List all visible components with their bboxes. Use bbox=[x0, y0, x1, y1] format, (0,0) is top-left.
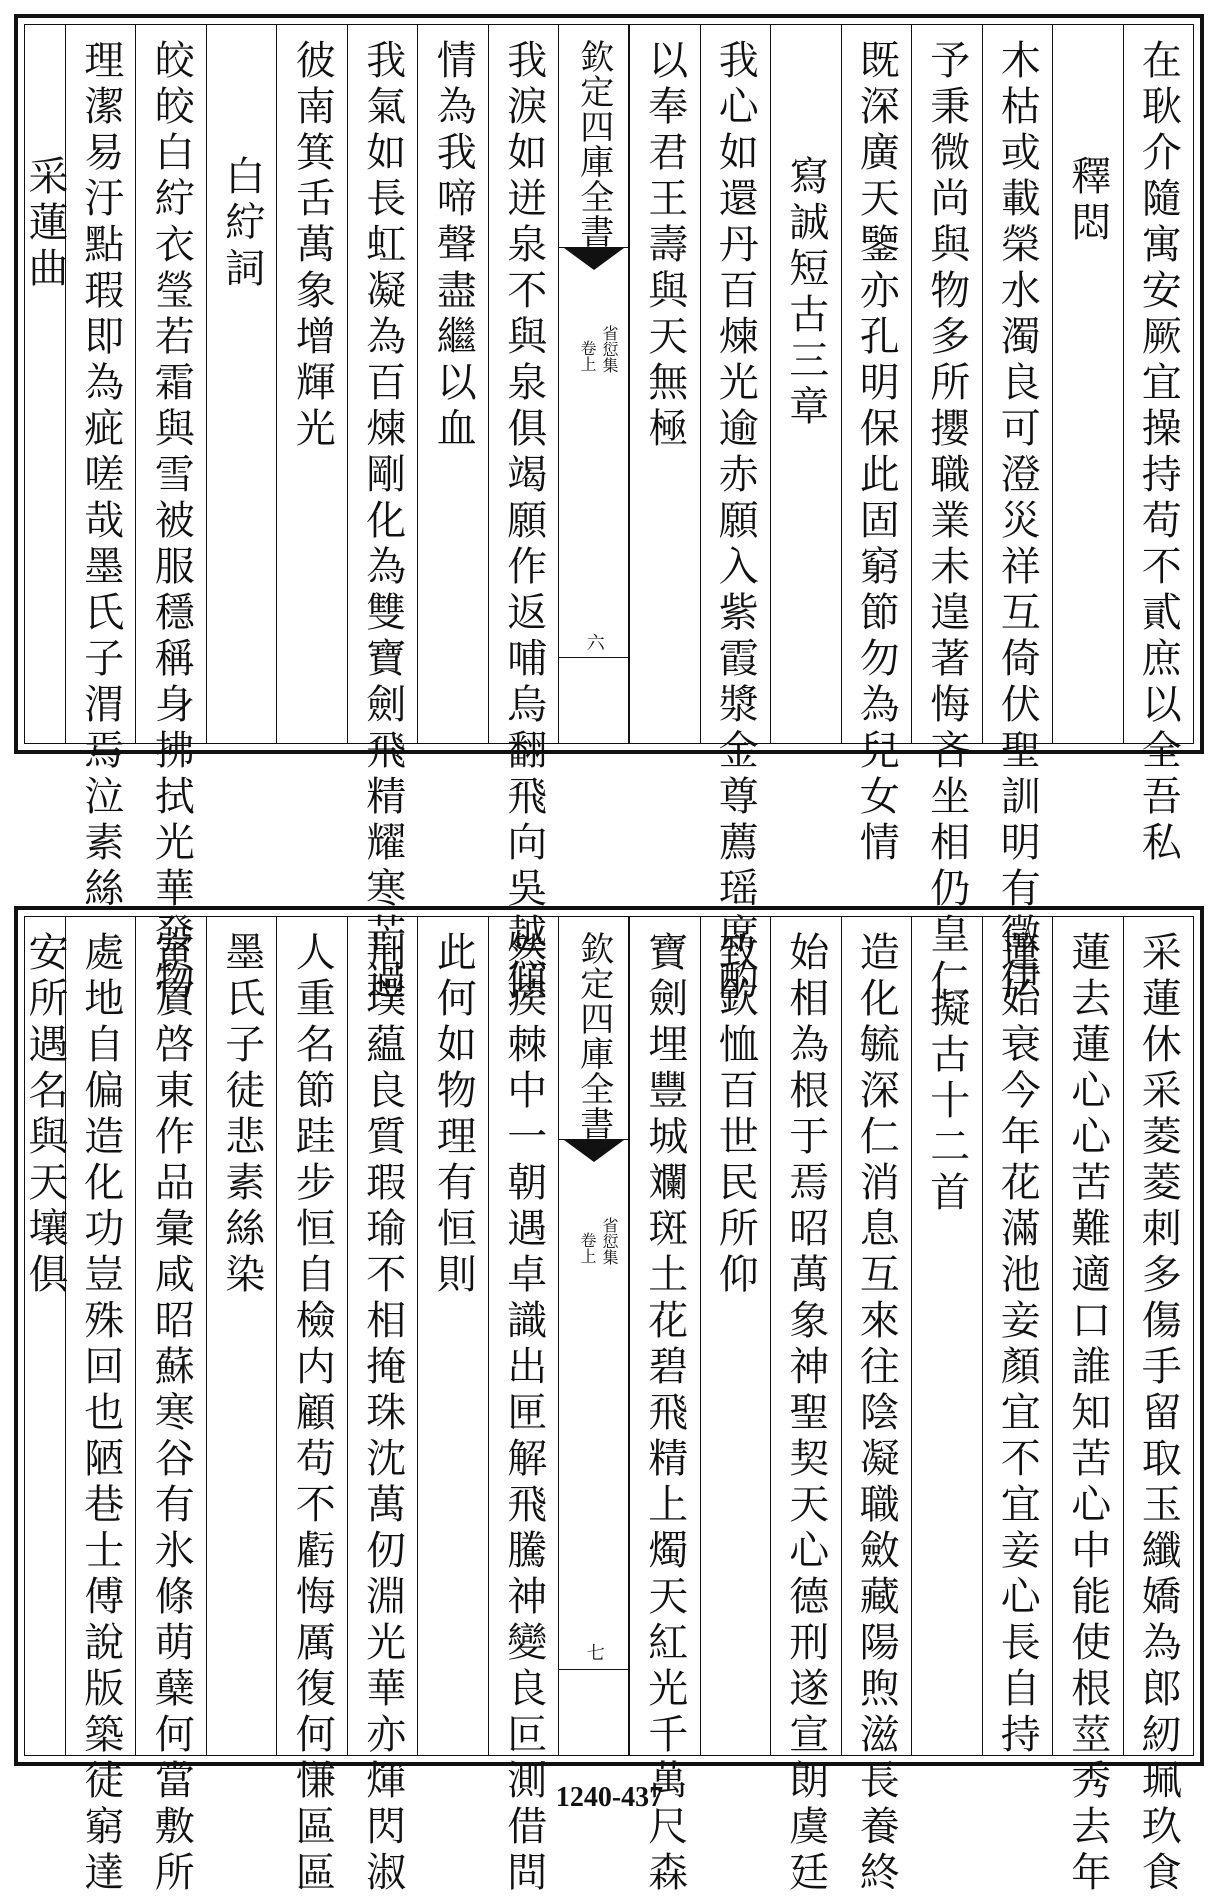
text-column bbox=[206, 25, 277, 743]
volume-label: 卷上 bbox=[578, 1232, 597, 1264]
column-text: 造化毓深仁消息互來往陰凝職斂藏陽煦滋長養終 bbox=[853, 931, 900, 1897]
column-text: 墨氏子徒悲素絲染 bbox=[218, 931, 265, 1299]
text-column bbox=[1052, 917, 1123, 1897]
text-column bbox=[135, 917, 206, 1897]
section-title: 采蓮曲 bbox=[21, 155, 68, 293]
column-text: 寅賔啓東作品彙咸昭蘇寒谷有氷條萌蘖何當敷所 bbox=[148, 931, 195, 1897]
column-text: 在耿介隨寓安厥宜操持苟不貳庶以全吾私 bbox=[1135, 39, 1182, 867]
page-number: 六 bbox=[583, 633, 605, 651]
text-column bbox=[347, 917, 418, 1897]
column-text: 然蒺棘中一朝遇卓識出匣解飛騰神變良叵測借問 bbox=[500, 931, 547, 1897]
text-column bbox=[347, 25, 418, 1005]
column-text: 致欽恤百世民所仰 bbox=[712, 931, 759, 1299]
column-text: 人重名節跬步恒自檢内顧苟不虧悔厲復何慊區區 bbox=[289, 931, 336, 1897]
text-column bbox=[1123, 25, 1194, 867]
text-column bbox=[1052, 25, 1123, 743]
column-text: 此何如物理有恒則 bbox=[430, 931, 477, 1299]
text-column bbox=[841, 25, 912, 867]
text-column bbox=[417, 25, 488, 743]
text-column bbox=[841, 917, 912, 1897]
library-title: 欽定四庫全書 bbox=[573, 39, 614, 249]
column-text: 始相為根于焉昭萬象神聖契天心德刑遂宣朗虞廷 bbox=[782, 931, 829, 1897]
column-text: 我氣如長虹凝為百煉剛化為雙寶劍飛精耀寒芒過 bbox=[359, 39, 406, 1005]
column-text: 蓮始衰今年花滿池妾顏宜不宜妾心長自持 bbox=[994, 931, 1041, 1759]
text-column bbox=[629, 25, 700, 743]
text-column bbox=[21, 25, 68, 743]
top-page bbox=[14, 14, 1204, 1005]
center-fold bbox=[558, 917, 629, 1755]
section-title: 寫誠短古三章 bbox=[782, 155, 829, 431]
column-text: 木枯或載榮水濁良可澄災祥互倚伏聖訓明有徵伊 bbox=[994, 39, 1041, 1005]
text-column bbox=[65, 25, 136, 913]
volume-label: 卷上 bbox=[578, 340, 597, 372]
text-column bbox=[911, 25, 982, 1005]
column-text: 安所遇名與天壤俱 bbox=[21, 931, 68, 1299]
text-column bbox=[700, 25, 771, 1005]
book-title: 省愆集 bbox=[600, 1217, 619, 1265]
column-text: 既深廣天鑒亦孔明保此固窮節勿為兒女情 bbox=[853, 39, 900, 867]
fishtail-mark-icon bbox=[564, 1140, 624, 1162]
fishtail-mark-icon bbox=[564, 248, 624, 270]
text-column bbox=[21, 917, 68, 1755]
section-title: 擬古十二首 bbox=[923, 987, 970, 1217]
text-column bbox=[276, 917, 347, 1897]
text-column bbox=[770, 917, 841, 1897]
fold-line bbox=[559, 657, 628, 658]
column-text: 處地自偏造化功豈殊回也陋巷士傅說版築徒窮達 bbox=[77, 931, 124, 1897]
column-text: 我心如還丹百煉光逾赤願入紫霞漿金尊薦瑶席酌 bbox=[712, 39, 759, 1005]
column-text: 予秉微尚與物多所攖職業未遑著悔吝坐相仍皇仁 bbox=[923, 39, 970, 1005]
page-footer-number: 1240-437 bbox=[555, 1782, 664, 1813]
text-column bbox=[1123, 917, 1194, 1897]
text-column bbox=[276, 25, 347, 743]
section-title: 釋悶 bbox=[1064, 155, 1111, 247]
fold-line bbox=[559, 1669, 628, 1670]
column-text: 寶劍埋豐城斕斑土花碧飛精上燭天紅光千萬尺森 bbox=[641, 931, 688, 1897]
text-column bbox=[488, 25, 559, 1005]
section-title: 白紵詞 bbox=[218, 155, 265, 293]
column-text: 情為我啼聲盡繼以血 bbox=[430, 39, 477, 453]
text-column bbox=[417, 917, 488, 1755]
column-text: 皎皎白紵衣瑩若霜與雪被服穩稱身拂拭光華發物 bbox=[148, 39, 195, 1005]
text-column bbox=[206, 917, 277, 1755]
page-number: 七 bbox=[583, 1643, 605, 1661]
library-title: 欽定四庫全書 bbox=[573, 931, 614, 1141]
text-column bbox=[982, 25, 1053, 1005]
center-fold bbox=[558, 25, 629, 743]
column-text: 荆璞藴良質瑕瑜不相掩珠沈萬仞淵光華亦煇閃淑 bbox=[359, 931, 406, 1897]
text-column bbox=[982, 917, 1053, 1759]
text-column bbox=[488, 917, 559, 1897]
book-title: 省愆集 bbox=[600, 325, 619, 373]
column-text: 理潔易汙點瑕即為疵嗟哉墨氏子渭焉泣素絲 bbox=[77, 39, 124, 913]
text-column bbox=[65, 917, 136, 1897]
text-column bbox=[629, 917, 700, 1897]
column-text: 以奉君王壽與天無極 bbox=[641, 39, 688, 453]
column-text: 采蓮休采菱菱刺多傷手留取玉纖嬌為郎紉珮玖食 bbox=[1135, 931, 1182, 1897]
text-column bbox=[135, 25, 206, 1005]
column-text: 我淚如迸泉不與泉俱竭願作返哺烏翻飛向吳越傾 bbox=[500, 39, 547, 1005]
text-column bbox=[700, 917, 771, 1755]
text-column bbox=[911, 917, 982, 1755]
column-text: 蓮去蓮心心苦難適口誰知苦心中能使根莖秀去年 bbox=[1064, 931, 1111, 1897]
top-page-frame bbox=[21, 24, 1194, 1005]
text-column bbox=[770, 25, 841, 743]
column-text: 彼南箕舌萬象增輝光 bbox=[289, 39, 336, 453]
